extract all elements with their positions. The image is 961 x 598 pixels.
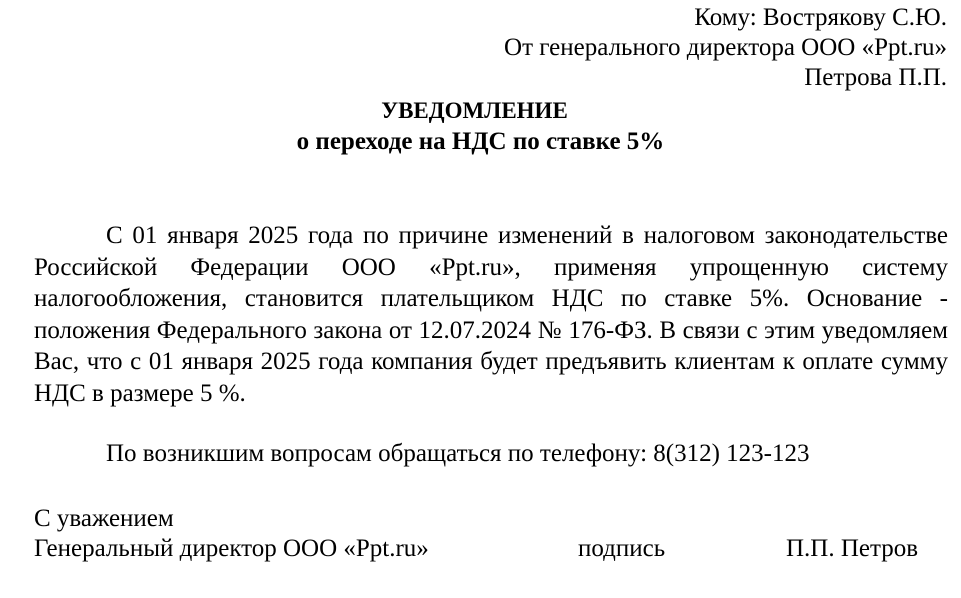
signatory-position: Генеральный директор ООО «Ppt.ru» <box>34 535 429 562</box>
contact-line: По возникшим вопросам обращаться по телефону: 8(312) 123-123 <box>106 440 810 467</box>
signature-row <box>34 533 934 565</box>
sender-line: От генерального директора ООО «Ppt.ru» <box>504 34 947 61</box>
body-paragraph: С 01 января 2025 года по причине изменений в налоговом законодательстве Российской Федерации ООО «Ppt.ru», применяя упрощенную систему налогообложения, становится плательщиком НДС по ставке 5%. Основание - положения Федерального закона от 12.07.2024 № 176-ФЗ. В связи с этим уведомляем Вас, что с 01 января 2025 года компания будет предъявить клиентам к оплате сумму НДС в размере 5 %. <box>34 222 948 407</box>
recipient-line: Кому: Вострякову С.Ю. <box>694 4 947 31</box>
signature-label: подпись <box>578 535 666 562</box>
addressee-block <box>504 3 947 93</box>
document-title: УВЕДОМЛЕНИЕ <box>381 98 568 123</box>
document-subtitle: о переходе на НДС по ставке 5% <box>296 128 665 155</box>
signatory-name: П.П. Петров <box>786 535 919 562</box>
sender-name: Петрова П.П. <box>804 64 947 91</box>
closing-greeting: С уважением <box>34 505 174 532</box>
